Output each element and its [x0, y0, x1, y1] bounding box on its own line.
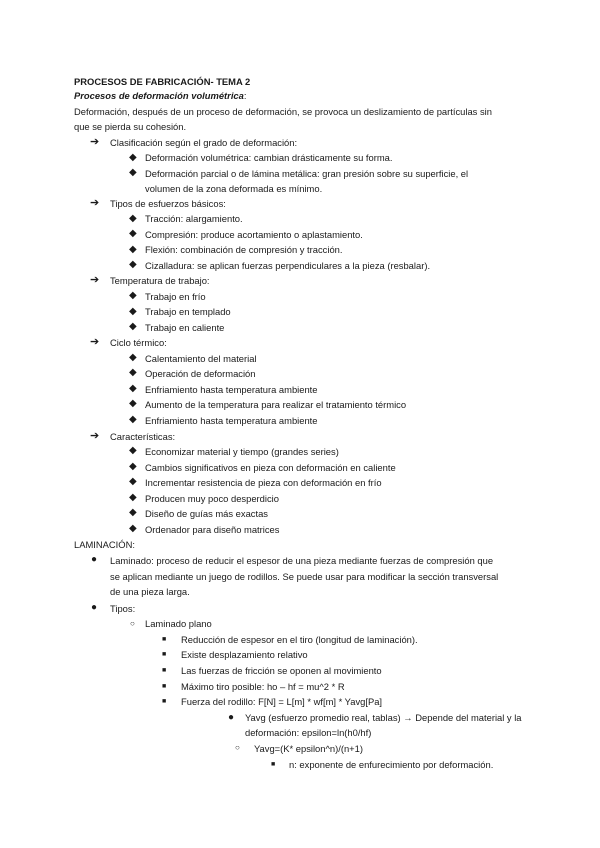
diamond-bullet-icon: ◆ — [129, 492, 137, 503]
arrow-icon: ➔ — [90, 136, 100, 148]
diamond-bullet-icon: ◆ — [129, 507, 137, 518]
plano-item: Reducción de espesor en el tiro (longitud de laminación). — [181, 634, 418, 645]
esfuerzo-item: Compresión: produce acortamiento o aplastamiento. — [145, 229, 363, 240]
square-bullet-icon: ■ — [162, 698, 167, 705]
diamond-bullet-icon: ◆ — [129, 383, 137, 394]
caracteristica-item: Diseño de guías más exactas — [145, 508, 268, 519]
laminado-def-line: de una pieza larga. — [110, 586, 190, 597]
temperatura-item: Trabajo en frío — [145, 291, 206, 302]
plano-item: Existe desplazamiento relativo — [181, 649, 308, 660]
square-bullet-icon: ■ — [271, 761, 276, 768]
laminacion-heading: LAMINACIÓN: — [74, 539, 135, 550]
arrow-icon: ➔ — [90, 197, 100, 209]
diamond-bullet-icon: ◆ — [129, 152, 137, 163]
yavg-line: Yavg (esfuerzo promedio real, tablas) → Depende del material y la — [245, 712, 522, 723]
clasificacion-item: Deformación parcial o de lámina metálica: gran presión sobre su superficie, el — [145, 168, 469, 179]
diamond-bullet-icon: ◆ — [129, 398, 137, 409]
plano-item: Máximo tiro posible: ho – hf = mu^2 * R — [181, 681, 345, 692]
diamond-bullet-icon: ◆ — [129, 367, 137, 378]
laminado-def-line: Laminado: proceso de reducir el espesor de una pieza mediante fuerzas de compresión que — [110, 555, 494, 566]
diamond-bullet-icon: ◆ — [129, 290, 137, 301]
caracteristica-item: Producen muy poco desperdicio — [145, 493, 279, 504]
clasificacion-label: Clasificación según el grado de deformación: — [110, 137, 298, 148]
esfuerzo-item: Tracción: alargamiento. — [145, 213, 243, 224]
ciclo-item: Operación de deformación — [145, 368, 256, 379]
caracteristica-item: Cambios significativos en pieza con deformación en caliente — [145, 462, 396, 473]
tipos-label: Tipos: — [110, 603, 136, 614]
ciclo-item: Aumento de la temperatura para realizar el tratamiento térmico — [145, 399, 407, 410]
caracteristica-item: Economizar material y tiempo (grandes series) — [145, 446, 339, 457]
diamond-bullet-icon: ◆ — [129, 414, 137, 425]
yavg-formula: Yavg=(K* epsilon^n)/(n+1) — [254, 743, 363, 754]
intro-line-2: que se pierda su cohesión. — [74, 121, 187, 132]
diamond-bullet-icon: ◆ — [129, 461, 137, 472]
ciclo-item: Calentamiento del material — [145, 353, 257, 364]
doc-subtitle — [74, 90, 246, 102]
square-bullet-icon: ■ — [162, 651, 167, 658]
laminado-plano-label: Laminado plano — [145, 618, 212, 629]
circle-bullet-icon: ○ — [235, 743, 240, 752]
caracteristicas-label: Características: — [110, 431, 176, 442]
arrow-icon: ➔ — [90, 430, 100, 442]
ciclo-item: Enfriamiento hasta temperatura ambiente — [145, 415, 318, 426]
diamond-bullet-icon: ◆ — [129, 445, 137, 456]
diamond-bullet-icon: ◆ — [129, 321, 137, 332]
disc-bullet-icon: ● — [91, 602, 98, 613]
diamond-bullet-icon: ◆ — [129, 476, 137, 487]
subtitle-colon: : — [243, 90, 247, 101]
diamond-bullet-icon: ◆ — [129, 167, 137, 178]
doc-title: PROCESOS DE FABRICACIÓN- TEMA 2 — [74, 76, 251, 87]
ciclo-item: Enfriamiento hasta temperatura ambiente — [145, 384, 318, 395]
diamond-bullet-icon: ◆ — [129, 244, 137, 255]
arrow-icon: ➔ — [90, 274, 100, 286]
diamond-bullet-icon: ◆ — [129, 523, 137, 534]
square-bullet-icon: ■ — [162, 636, 167, 643]
plano-item: Fuerza del rodillo: F[N] = L[m] * wf[m] * Yavg[Pa] — [181, 696, 383, 707]
arrow-icon: ➔ — [90, 336, 100, 348]
tipos-esfuerzos-label: Tipos de esfuerzos básicos: — [110, 198, 226, 209]
square-bullet-icon: ■ — [162, 667, 167, 674]
disc-bullet-icon: ● — [91, 554, 98, 565]
esfuerzo-item: Flexión: combinación de compresión y tracción. — [145, 244, 343, 255]
n-definition: n: exponente de enfurecimiento por deformación. — [289, 759, 494, 770]
temperatura-item: Trabajo en caliente — [145, 322, 225, 333]
laminado-def-line: se aplican mediante un juego de rodillos. Se puede usar para modificar la sección transversal — [110, 571, 499, 582]
esfuerzo-item: Cizalladura: se aplican fuerzas perpendiculares a la pieza (resbalar). — [145, 260, 431, 271]
caracteristica-item: Incrementar resistencia de pieza con deformación en frío — [145, 477, 382, 488]
diamond-bullet-icon: ◆ — [129, 213, 137, 224]
intro-line-1: Deformación, después de un proceso de deformación, se provoca un deslizamiento de partículas sin — [74, 106, 492, 117]
temperatura-label: Temperatura de trabajo: — [110, 275, 210, 286]
temperatura-item: Trabajo en templado — [145, 306, 231, 317]
clasificacion-item: Deformación volumétrica: cambian drásticamente su forma. — [145, 152, 393, 163]
circle-bullet-icon: ○ — [130, 619, 135, 628]
diamond-bullet-icon: ◆ — [129, 352, 137, 363]
diamond-bullet-icon: ◆ — [129, 306, 137, 317]
square-bullet-icon: ■ — [162, 683, 167, 690]
diamond-bullet-icon: ◆ — [129, 228, 137, 239]
caracteristica-item: Ordenador para diseño matrices — [145, 524, 280, 535]
disc-bullet-icon: ● — [228, 712, 235, 723]
clasificacion-item-cont: volumen de la zona deformada es mínimo. — [145, 183, 323, 194]
ciclo-label: Ciclo térmico: — [110, 337, 167, 348]
subtitle-text: Procesos de deformación volumétrica — [74, 90, 244, 101]
plano-item: Las fuerzas de fricción se oponen al movimiento — [181, 665, 382, 676]
diamond-bullet-icon: ◆ — [129, 259, 137, 270]
yavg-line: deformación: epsilon=ln(h0/hf) — [245, 727, 372, 738]
